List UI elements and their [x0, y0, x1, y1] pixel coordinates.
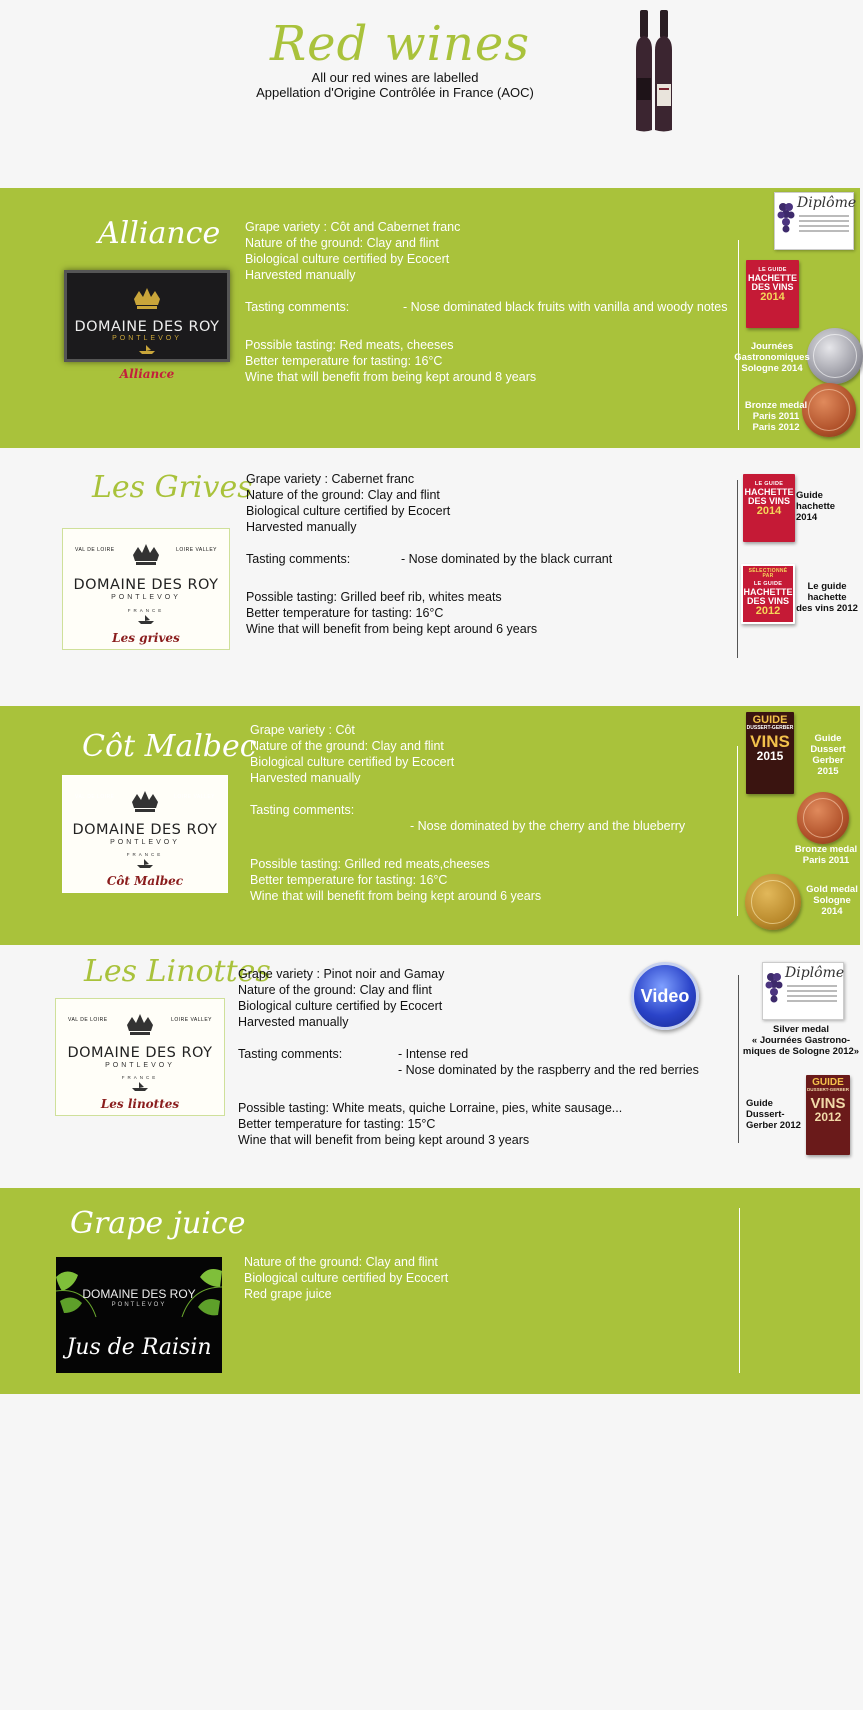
ground-nature: Nature of the ground: Clay and flint: [238, 983, 432, 997]
wine-label-les-grives: VAL DE LOIRE LOIRE VALLEY DOMAINE DES ROY PONTLEVOY FRANCE Les grives: [62, 528, 230, 650]
award-caption: Bronze medal Paris 2011 Paris 2012: [744, 400, 808, 433]
dussert-gerber-guide-award: GUIDE DUSSERT-GERBER VINS 2015: [746, 712, 794, 794]
pairing: Possible tasting: White meats, quiche Lorraine, pies, white sausage...: [238, 1101, 623, 1115]
wine-details: [250, 722, 685, 904]
boat-icon: [137, 345, 157, 355]
wine-label-alliance: DOMAINE DES ROY PONTLEVOY Alliance: [64, 270, 230, 362]
wine-section-les-grives: [0, 448, 860, 706]
grape-juice-section: [0, 1188, 860, 1394]
pairing: Possible tasting: Grilled red meats,cheeses: [250, 857, 490, 871]
hachette-guide-award: LE GUIDE HACHETTE DES VINS 2014: [743, 474, 795, 542]
boat-icon: [135, 859, 155, 869]
crown-icon: [123, 1011, 157, 1041]
tasting-label: Tasting comments:: [245, 300, 350, 314]
wine-section-cot-malbec: [0, 706, 860, 945]
bio-culture: Biological culture certified by Ecocert: [246, 504, 451, 518]
divider: [738, 240, 739, 430]
grape-variety: Grape variety : Côt and Cabernet franc: [245, 220, 461, 234]
juice-details: [244, 1254, 448, 1302]
divider: [737, 480, 738, 658]
page-title: Red wines: [270, 16, 530, 72]
diploma-award: Diplôme: [774, 192, 854, 250]
award-caption: Silver medal « Journées Gastrono- miques de Sologne 2012»: [742, 1024, 860, 1057]
crown-icon: [128, 788, 162, 818]
ground-nature: Nature of the ground: Clay and flint: [245, 236, 439, 250]
bio-culture: Biological culture certified by Ecocert: [245, 252, 450, 266]
tasting-comment: - Nose dominated by the black currant: [401, 552, 613, 566]
award-caption: Bronze medal Paris 2011: [794, 844, 858, 866]
award-caption: Le guide hachette des vins 2012: [796, 581, 858, 614]
keeping: Wine that will benefit from being kept around 8 years: [245, 370, 537, 384]
product-type: Red grape juice: [244, 1287, 332, 1301]
wine-bottles-icon: [630, 8, 694, 134]
temperature: Better temperature for tasting: 16°C: [250, 873, 448, 887]
award-caption: Guide Dussert- Gerber 2012: [746, 1098, 801, 1131]
pairing: Possible tasting: Grilled beef rib, whites meats: [246, 590, 502, 604]
grape-juice-label: DOMAINE DES ROY PONTLEVOY Jus de Raisin: [56, 1257, 222, 1373]
page-subtitle-line1: All our red wines are labelled: [311, 70, 479, 85]
tasting-comment: - Nose dominated by the raspberry and the red berries: [398, 1063, 699, 1077]
keeping: Wine that will benefit from being kept around 6 years: [250, 889, 542, 903]
boat-icon: [136, 615, 156, 625]
hachette-guide-award: SÉLECTIONNÉ PAR LE GUIDE HACHETTE DES VINS 2012: [741, 564, 795, 624]
grape-variety: Grape variety : Côt: [250, 723, 355, 737]
temperature: Better temperature for tasting: 16°C: [245, 354, 443, 368]
hachette-guide-award: LE GUIDE HACHETTE DES VINS 2014: [746, 260, 799, 328]
tasting-comment: - Intense red: [398, 1047, 469, 1061]
boat-icon: [130, 1082, 150, 1092]
wine-label-cot-malbec: VAL DE LOIRE LOIRE VALLEY DOMAINE DES ROY PONTLEVOY FRANCE Côt Malbec: [62, 775, 228, 893]
temperature: Better temperature for tasting: 16°C: [246, 606, 444, 620]
keeping: Wine that will benefit from being kept around 6 years: [246, 622, 538, 636]
crown-icon: [129, 541, 163, 571]
wine-details: [246, 471, 613, 637]
bronze-medal-award: [797, 792, 849, 844]
tasting-comment: - Nose dominated by the cherry and the blueberry: [410, 819, 686, 833]
tasting-label: Tasting comments:: [246, 552, 351, 566]
harvest-method: Harvested manually: [250, 771, 361, 785]
tasting-label: Tasting comments:: [250, 803, 355, 817]
tasting-comment: - Nose dominated black fruits with vanilla and woody notes: [403, 300, 728, 314]
wine-section-alliance: [0, 188, 860, 448]
grape-variety: Grape variety : Cabernet franc: [246, 472, 415, 486]
harvest-method: Harvested manually: [245, 268, 356, 282]
crown-icon: [130, 285, 164, 315]
keeping: Wine that will benefit from being kept around 3 years: [238, 1133, 530, 1147]
harvest-method: Harvested manually: [246, 520, 357, 534]
grapes-icon: [777, 199, 795, 239]
dussert-gerber-guide-award: GUIDE DUSSERT-GERBER VINS 2012: [806, 1075, 850, 1155]
bio-culture: Biological culture certified by Ecocert: [250, 755, 455, 769]
grape-variety: Grape variety : Pinot noir and Gamay: [238, 967, 445, 981]
wine-section-les-linottes: [0, 945, 860, 1188]
award-caption: Journées Gastronomiques Sologne 2014: [734, 341, 810, 374]
gold-medal-award: [745, 874, 801, 930]
ground-nature: Nature of the ground: Clay and flint: [250, 739, 444, 753]
wine-name: Les Linottes: [84, 954, 271, 989]
award-caption: Guide hachette 2014: [796, 490, 836, 523]
ground-nature: Nature of the ground: Clay and flint: [246, 488, 440, 502]
bio-culture: Biological culture certified by Ecocert: [238, 999, 443, 1013]
wine-details: [245, 219, 728, 385]
diploma-award: Diplôme: [762, 962, 844, 1020]
silver-medal-award: [807, 328, 863, 384]
divider: [737, 746, 738, 916]
tasting-label: Tasting comments:: [238, 1047, 343, 1061]
product-name: Grape juice: [70, 1206, 246, 1241]
temperature: Better temperature for tasting: 15°C: [238, 1117, 436, 1131]
wine-label-les-linottes: VAL DE LOIRE LOIRE VALLEY DOMAINE DES ROY PONTLEVOY FRANCE Les linottes: [55, 998, 225, 1116]
bio-culture: Biological culture certified by Ecocert: [244, 1271, 449, 1285]
video-button[interactable]: Video: [631, 962, 699, 1030]
ground-nature: Nature of the ground: Clay and flint: [244, 1255, 438, 1269]
wine-details: [238, 966, 699, 1148]
wine-name: Côt Malbec: [82, 729, 257, 764]
divider: [739, 1208, 740, 1373]
grapes-icon: [765, 969, 783, 1009]
wine-name: Les Grives: [92, 470, 253, 505]
award-caption: Gold medal Sologne 2014: [806, 884, 858, 917]
harvest-method: Harvested manually: [238, 1015, 349, 1029]
page-subtitle-line2: Appellation d'Origine Contrôlée in France (AOC): [256, 85, 534, 100]
pairing: Possible tasting: Red meats, cheeses: [245, 338, 454, 352]
award-caption: Guide Dussert Gerber 2015: [810, 733, 846, 777]
divider: [738, 975, 739, 1143]
wine-name: Alliance: [98, 216, 221, 251]
